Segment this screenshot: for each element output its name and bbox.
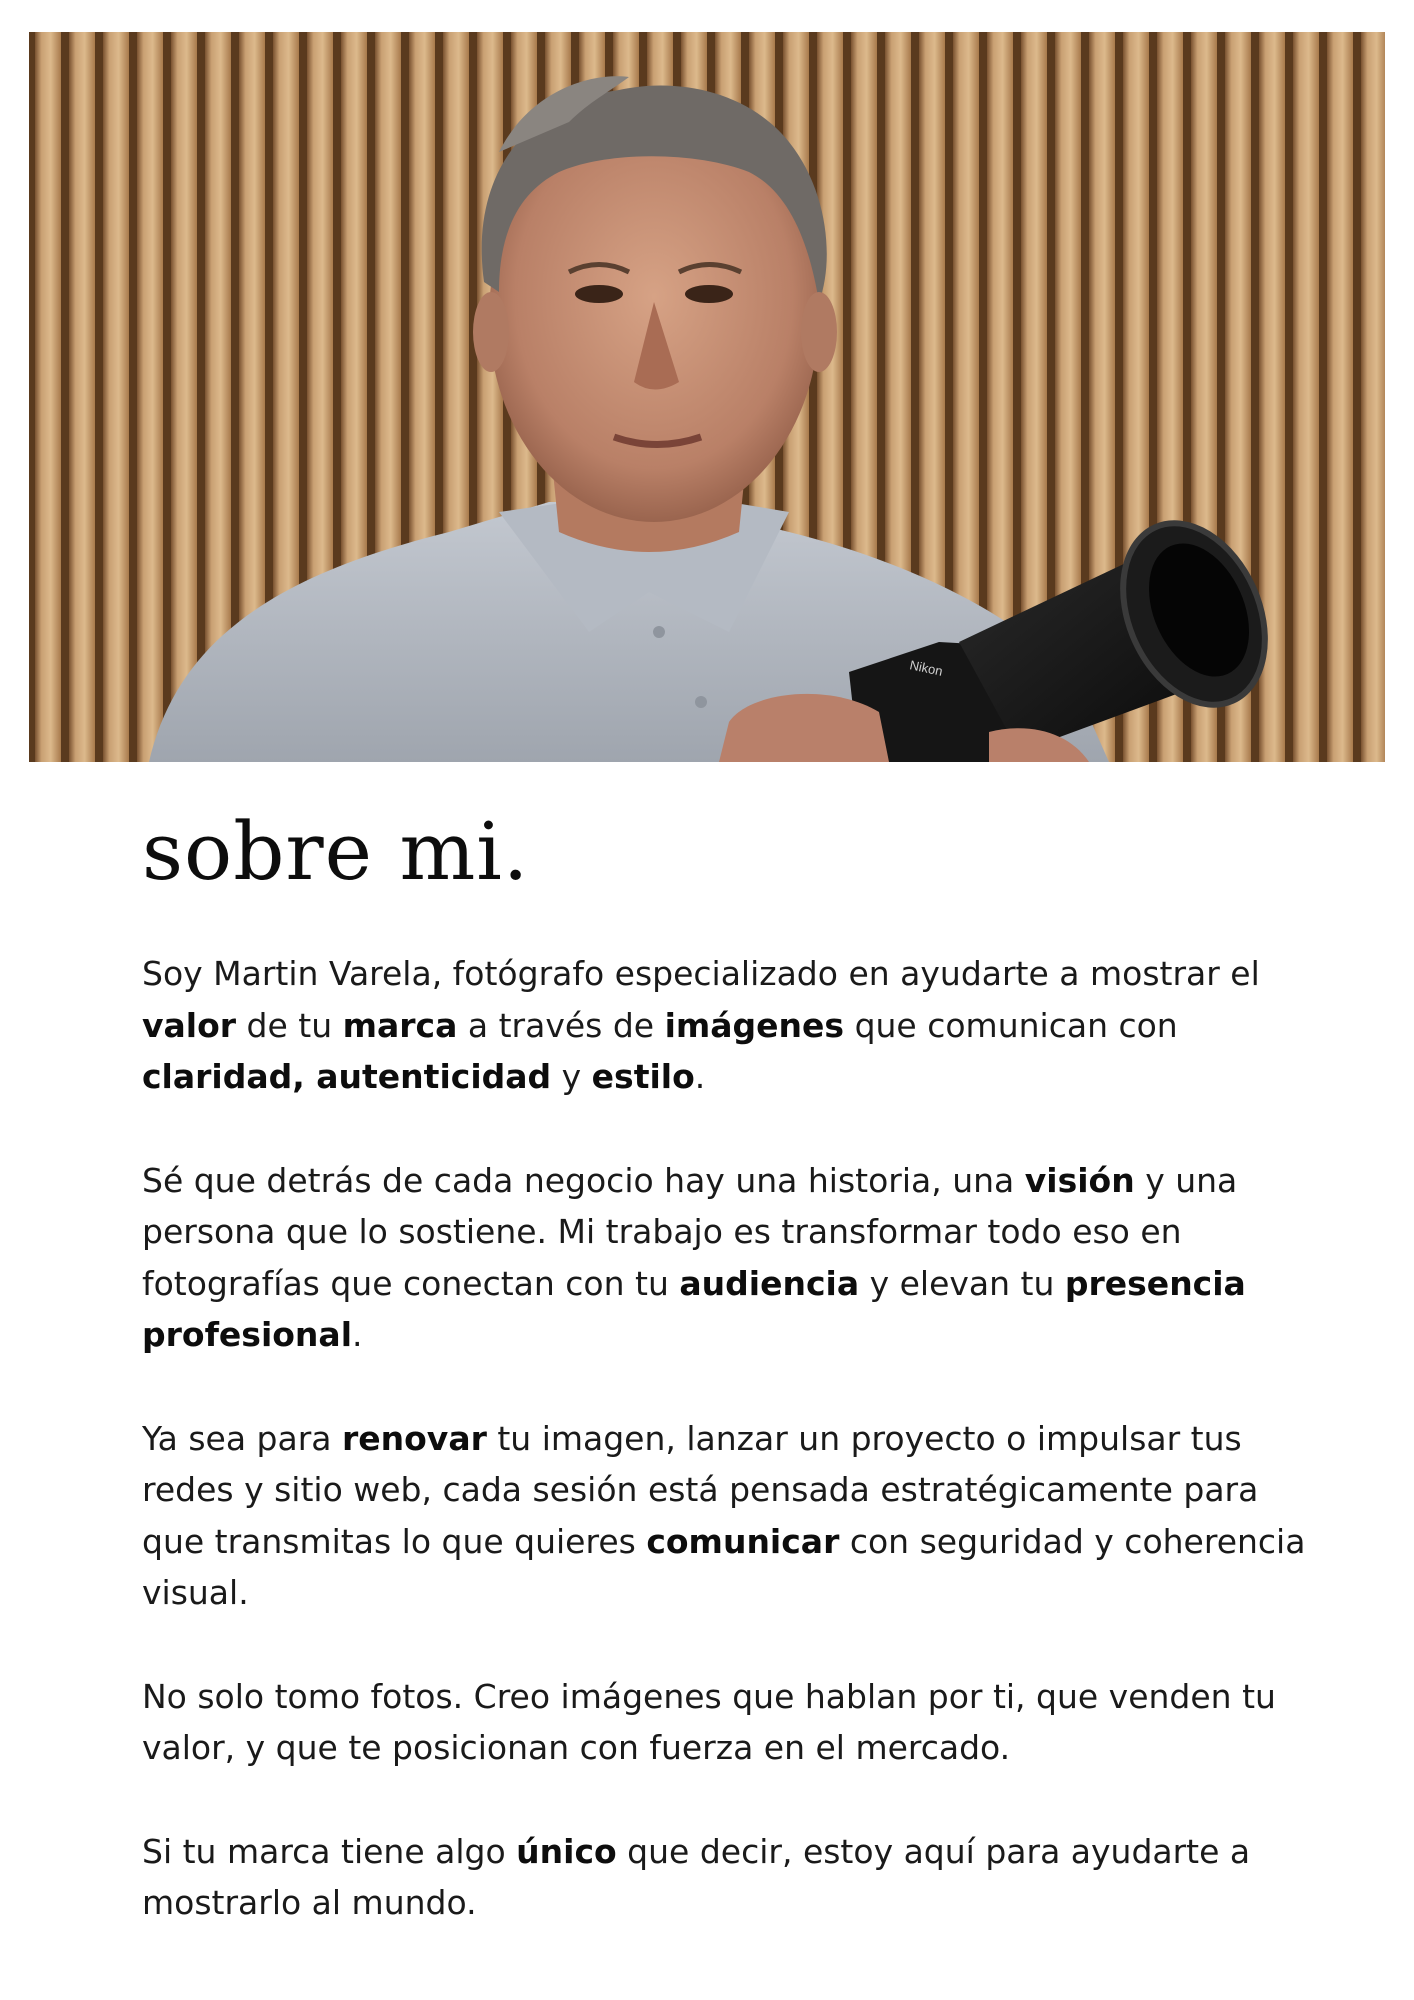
paragraph-intro [142, 948, 1322, 1103]
body-text: Soy Martin Varela, fotógrafo especializado en ayudarte a mostrar el [142, 954, 1260, 993]
portrait-photo-illustration [29, 32, 1385, 762]
emphasis-text: valor [142, 1005, 237, 1045]
emphasis-text: comunicar [646, 1521, 840, 1561]
body-text: que decir, estoy aquí para ayudarte a mostrarlo al mundo. [142, 1831, 1251, 1922]
paragraph-story [142, 1155, 1322, 1361]
body-text: tu imagen, lanzar un proyecto o impulsar tus redes y sitio web, cada sesión está pensada estratégicamente para que transmitas lo que quieres [142, 1418, 1259, 1561]
body-text: No solo tomo fotos. Creo imágenes que hablan por ti, que venden tu valor, y que te posicionan con fuerza en el mercado. [142, 1676, 1276, 1767]
emphasis-text: presencia profesional [142, 1263, 1246, 1354]
body-text: de tu [236, 1005, 343, 1045]
paragraph-value [142, 1671, 1322, 1774]
body-text: Sé que detrás de cada negocio hay una historia, una [142, 1160, 1025, 1200]
body-text: que comunican con [844, 1005, 1178, 1045]
body-text: . [694, 1057, 706, 1096]
emphasis-text: imágenes [664, 1005, 845, 1045]
body-text: . [352, 1315, 363, 1354]
paragraph-services [142, 1413, 1322, 1619]
body-text: a través de [457, 1005, 665, 1045]
body-text: con seguridad y coherencia visual. [142, 1521, 1306, 1612]
camera-brand-label: Nikon [908, 657, 945, 679]
page-title: sobre mi. [142, 805, 530, 898]
paragraph-closing [142, 1826, 1322, 1929]
emphasis-text: claridad, autenticidad [142, 1057, 552, 1096]
body-text: y [551, 1057, 592, 1096]
portrait-photo [29, 32, 1385, 762]
emphasis-text: único [516, 1831, 617, 1871]
emphasis-text: marca [342, 1005, 458, 1045]
body-text: y elevan tu [859, 1263, 1065, 1303]
about-text-body [142, 948, 1322, 1981]
emphasis-text: renovar [341, 1418, 487, 1458]
body-text: Ya sea para [142, 1418, 342, 1458]
emphasis-text: visión [1024, 1160, 1135, 1200]
body-text: y una persona que lo sostiene. Mi trabajo es transformar todo eso en fotografías que conectan con tu [142, 1160, 1238, 1303]
emphasis-text: estilo [591, 1057, 695, 1096]
body-text: Si tu marca tiene algo [142, 1831, 517, 1871]
emphasis-text: audiencia [679, 1263, 860, 1303]
